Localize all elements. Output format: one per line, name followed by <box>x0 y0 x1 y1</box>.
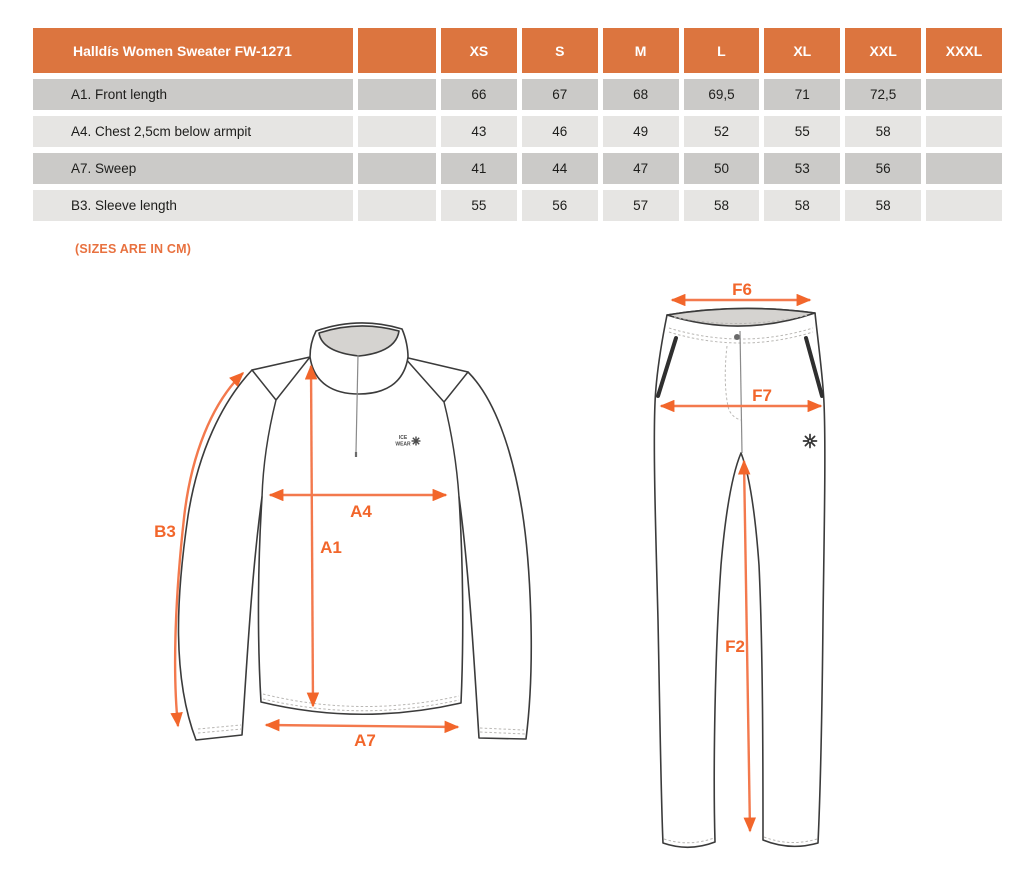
table-row-sleeve-length <box>33 190 1002 221</box>
logo-snowflake-icon <box>412 437 421 446</box>
row-label: B3. Sleeve length <box>33 190 353 221</box>
size-column-header-l: L <box>684 28 760 73</box>
value-cell: 55 <box>764 116 840 147</box>
size-column-header-m: M <box>603 28 679 73</box>
value-cell: 71 <box>764 79 840 110</box>
table-row-front-length <box>33 79 1002 110</box>
value-cell: 58 <box>845 190 921 221</box>
a7-arrow <box>266 725 458 727</box>
row-label: A1. Front length <box>33 79 353 110</box>
units-note: (SIZES ARE IN CM) <box>75 242 192 256</box>
value-cell: 56 <box>845 153 921 184</box>
value-cell <box>926 116 1002 147</box>
pants-outline <box>654 308 825 847</box>
value-cell: 56 <box>522 190 598 221</box>
value-cell: 50 <box>684 153 760 184</box>
value-cell: 44 <box>522 153 598 184</box>
sweater-diagram <box>154 323 531 750</box>
size-column-header-xxl: XXL <box>845 28 921 73</box>
row-label: A4. Chest 2,5cm below armpit <box>33 116 353 147</box>
value-cell: 66 <box>441 79 517 110</box>
value-cell: 43 <box>441 116 517 147</box>
value-cell: 58 <box>764 190 840 221</box>
a1-label: A1 <box>320 538 342 557</box>
value-cell: 58 <box>684 190 760 221</box>
waist-button-icon <box>734 334 740 340</box>
f7-label: F7 <box>752 386 772 405</box>
table-row-chest <box>33 116 1002 147</box>
logo-text-line2: WEAR <box>395 441 411 448</box>
value-cell: 57 <box>603 190 679 221</box>
value-cell: 69,5 <box>684 79 760 110</box>
value-cell: 52 <box>684 116 760 147</box>
spacer-cell <box>358 116 436 147</box>
table-header-row <box>33 28 1002 73</box>
size-column-header-xxxl: XXXL <box>926 28 1002 73</box>
spacer-cell <box>358 190 436 221</box>
value-cell: 47 <box>603 153 679 184</box>
a7-label: A7 <box>354 731 376 750</box>
value-cell: 67 <box>522 79 598 110</box>
value-cell <box>926 190 1002 221</box>
a4-label: A4 <box>350 502 372 521</box>
spacer-header-cell <box>358 28 436 73</box>
sweater-body-outline <box>179 357 532 740</box>
f6-label: F6 <box>732 280 752 299</box>
b3-label: B3 <box>154 522 176 541</box>
size-column-header-xl: XL <box>764 28 840 73</box>
value-cell <box>926 153 1002 184</box>
size-table <box>28 22 1007 227</box>
row-label: A7. Sweep <box>33 153 353 184</box>
value-cell: 41 <box>441 153 517 184</box>
value-cell: 46 <box>522 116 598 147</box>
value-cell <box>926 79 1002 110</box>
logo-text-line1: ICE <box>398 435 408 441</box>
value-cell: 55 <box>441 190 517 221</box>
value-cell: 68 <box>603 79 679 110</box>
value-cell: 72,5 <box>845 79 921 110</box>
value-cell: 49 <box>603 116 679 147</box>
value-cell: 53 <box>764 153 840 184</box>
size-column-header-xs: XS <box>441 28 517 73</box>
table-title: Halldís Women Sweater FW-1271 <box>33 28 353 73</box>
spacer-cell <box>358 79 436 110</box>
measurement-diagrams <box>0 270 1035 889</box>
table-row-sweep <box>33 153 1002 184</box>
value-cell: 58 <box>845 116 921 147</box>
pants-diagram <box>654 280 825 847</box>
f2-label: F2 <box>725 637 745 656</box>
spacer-cell <box>358 153 436 184</box>
size-column-header-s: S <box>522 28 598 73</box>
pants-snowflake-icon <box>804 435 817 448</box>
